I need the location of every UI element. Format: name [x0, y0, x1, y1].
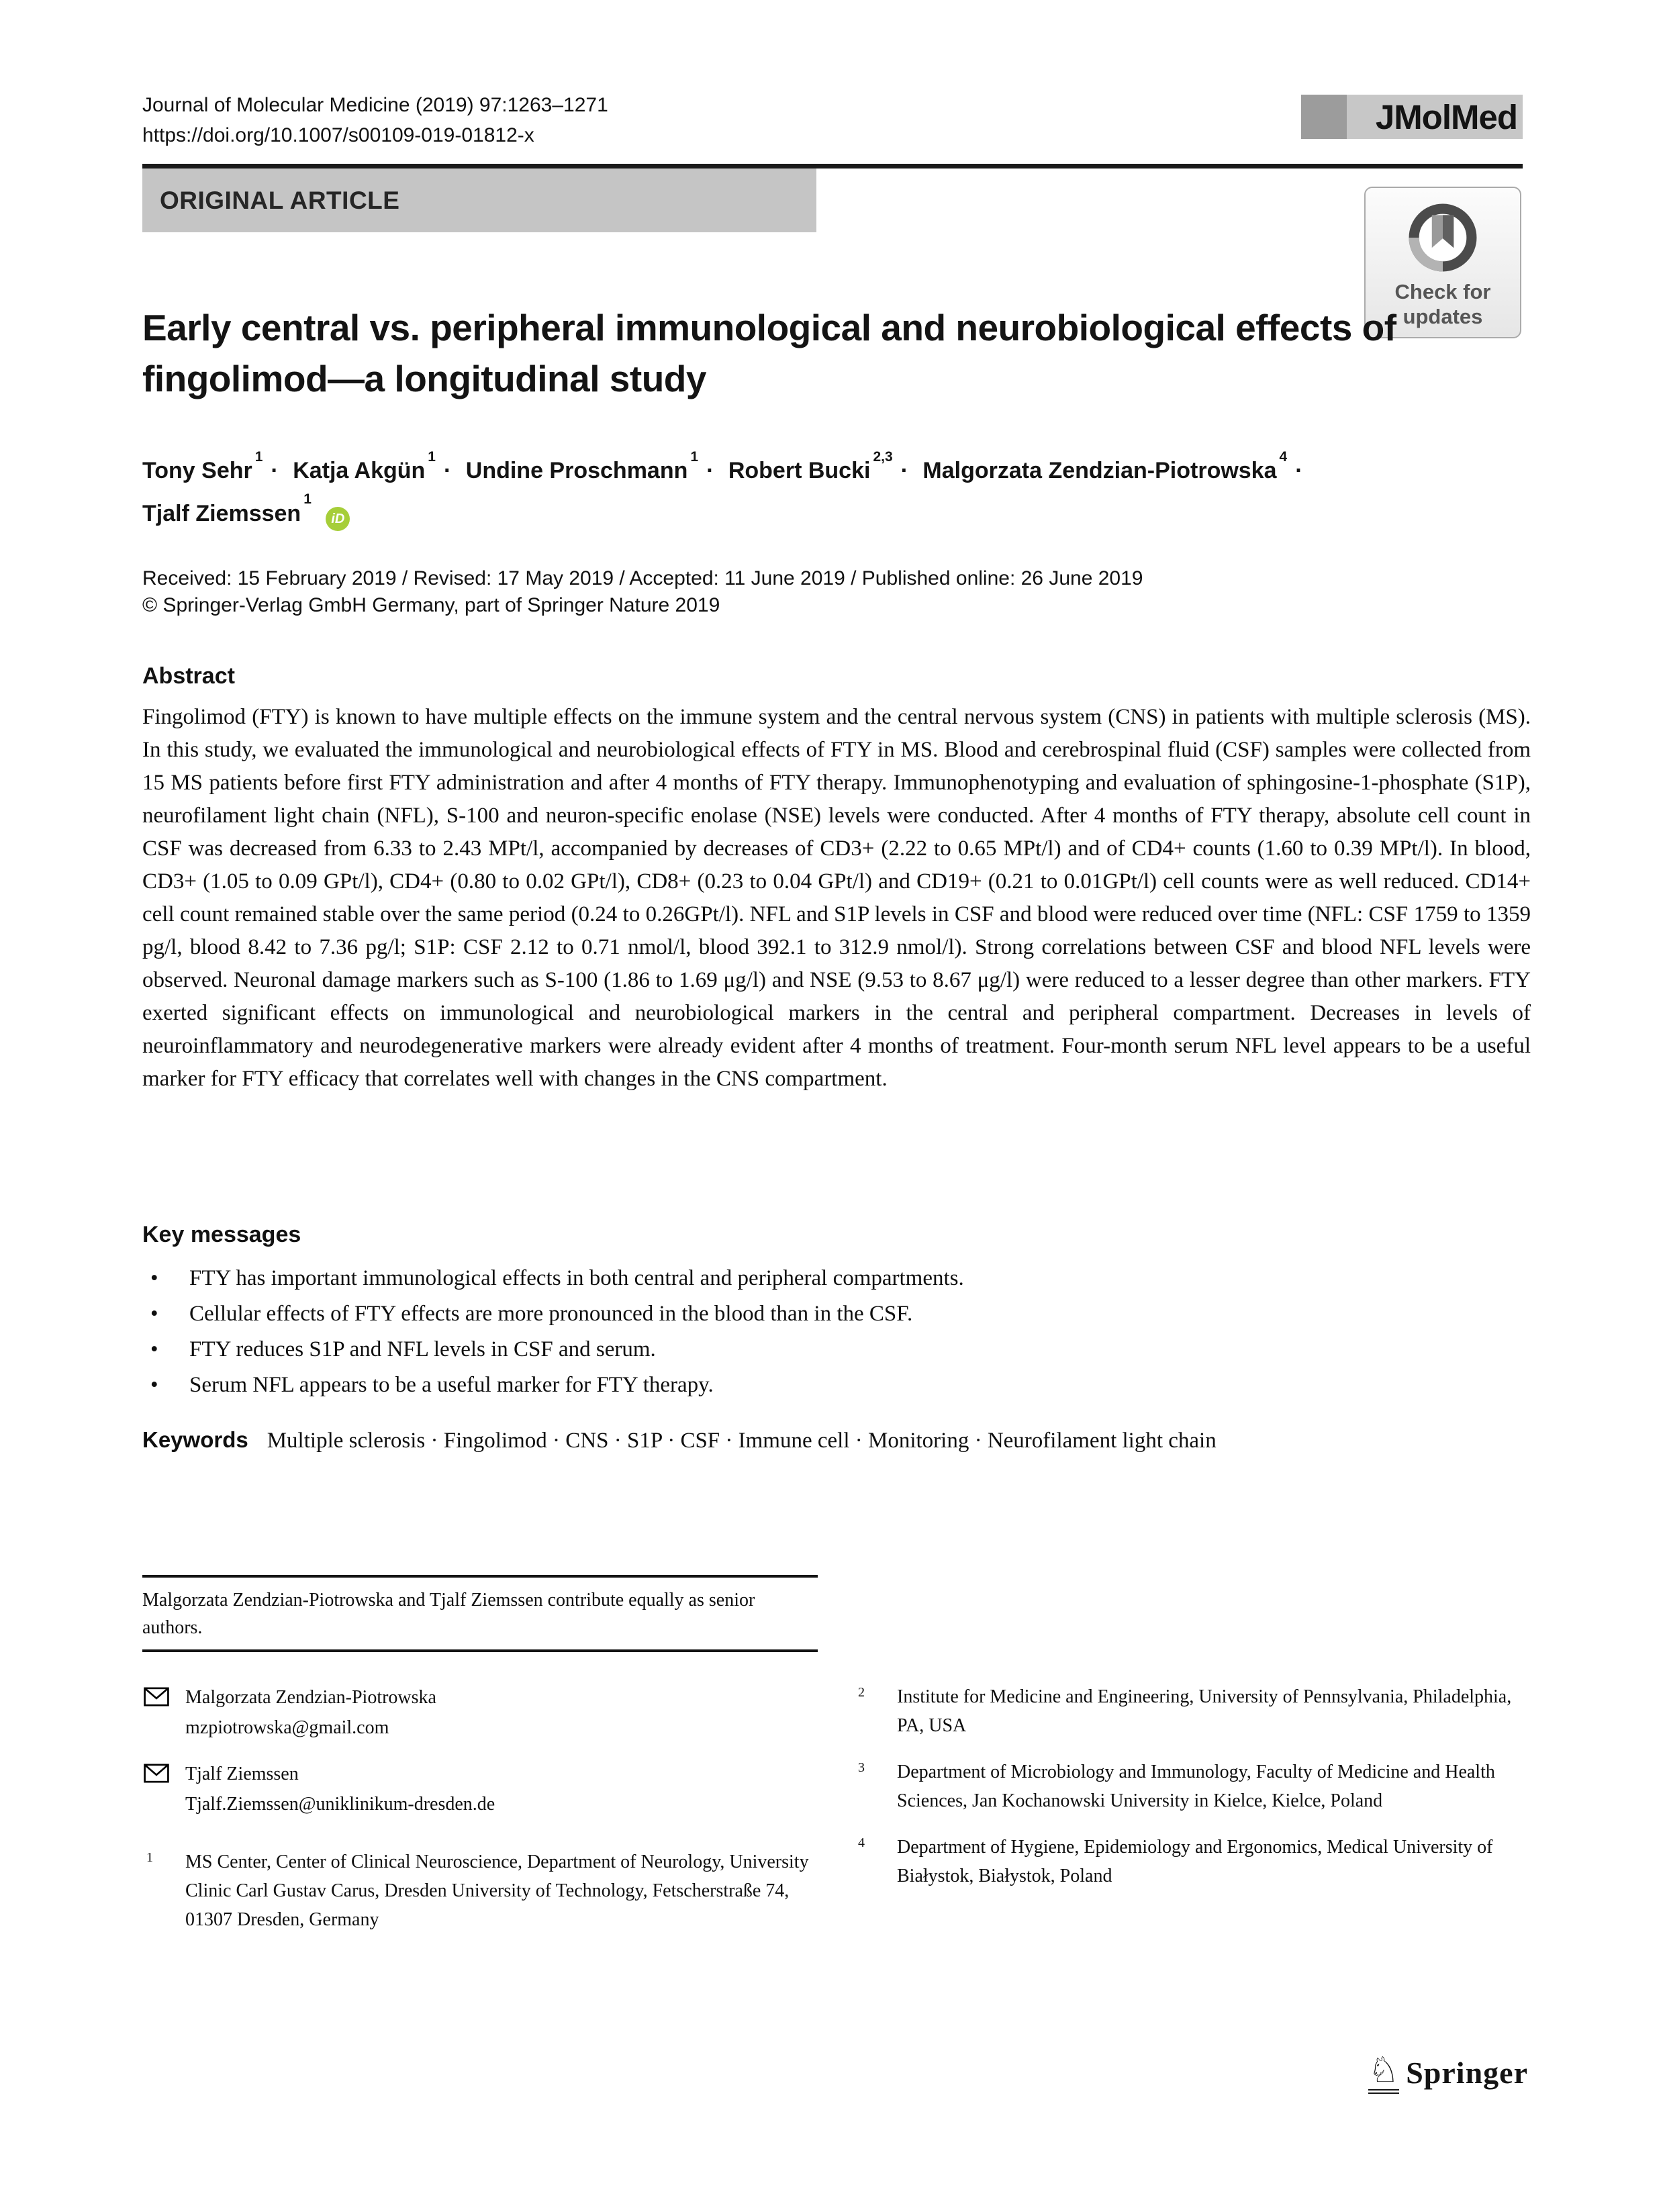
author [465, 449, 699, 484]
bullet-marker: • [150, 1337, 158, 1361]
journal-header [142, 90, 608, 150]
author-name: Undine Proschmann [465, 458, 688, 484]
affiliation-number: 4 [858, 1835, 865, 1850]
author-affiliation-marker: 1 [303, 491, 312, 508]
springer-knight-icon: ♘ [1368, 2052, 1400, 2094]
footnote-rule-top [142, 1575, 818, 1578]
author-separator: · [900, 458, 908, 484]
author [293, 449, 436, 484]
corresponding-author-name: Tjalf Ziemssen [185, 1764, 299, 1784]
envelope-icon [144, 1764, 169, 1783]
crossmark-icon [1404, 199, 1482, 277]
header-rule [142, 164, 1523, 169]
list-item [142, 1332, 1531, 1367]
article-type-band [142, 169, 816, 232]
affiliation-text: Department of Hygiene, Epidemiology and Ergonomics, Medical University of Białystok, Białystok, Poland [897, 1837, 1493, 1886]
keywords-line [142, 1427, 1531, 1453]
author-name: Malgorzata Zendzian-Piotrowska [922, 458, 1277, 484]
author-affiliation-marker: 1 [254, 449, 263, 465]
orcid-icon[interactable]: iD [326, 507, 350, 531]
journal-citation: Journal of Molecular Medicine (2019) 97:1263–1271 [142, 94, 608, 116]
key-messages-list [142, 1261, 1531, 1403]
envelope-icon [144, 1687, 169, 1706]
footer-left-column [142, 1682, 818, 1952]
journal-logo-text: JMolMed [1347, 95, 1523, 139]
journal-logo [1301, 95, 1523, 139]
page-title: Early central vs. peripheral immunological and neurobiological effects of fingolimod—a longitudinal study [142, 307, 1396, 399]
list-item [142, 1296, 1531, 1332]
corresponding-author-email[interactable]: Tjalf.Ziemssen@uniklinikum-dresden.de [185, 1794, 495, 1815]
affiliation-number: 1 [146, 1850, 153, 1865]
list-item [142, 1261, 1531, 1296]
author-affiliation-marker: 1 [428, 449, 436, 465]
bullet-marker: • [150, 1266, 158, 1290]
footnote-text: Malgorzata Zendzian-Piotrowska and Tjalf Ziemssen contribute equally as senior authors. [142, 1590, 755, 1638]
author-affiliation-marker: 4 [1279, 449, 1288, 465]
corresponding-author [142, 1682, 818, 1743]
author-name: Tony Sehr [142, 458, 252, 484]
author-name: Tjalf Ziemssen [142, 500, 301, 526]
author-separator: · [1295, 458, 1303, 484]
affiliation-text: Institute for Medicine and Engineering, University of Pennsylvania, Philadelphia, PA, USA [897, 1686, 1512, 1736]
key-message-text: FTY reduces S1P and NFL levels in CSF and serum. [189, 1337, 656, 1361]
check-for-updates-label: Check for updates [1394, 280, 1491, 328]
author [142, 449, 263, 484]
corresponding-author [142, 1759, 818, 1819]
key-messages-heading: Key messages [142, 1222, 301, 1247]
author-separator: · [443, 458, 452, 484]
keywords-label: Keywords [142, 1427, 248, 1452]
history-dates: Received: 15 February 2019 / Revised: 17 May 2019 / Accepted: 11 June 2019 / Published online: 26 June 2019 [142, 567, 1143, 589]
footer-right-column [854, 1682, 1531, 1908]
affiliation-number: 2 [858, 1685, 865, 1700]
abstract-heading: Abstract [142, 663, 235, 689]
key-message-text: Cellular effects of FTY effects are more pronounced in the blood than in the CSF. [189, 1302, 913, 1326]
bullet-marker: • [150, 1302, 158, 1326]
affiliation [854, 1682, 1531, 1740]
author-name: Robert Bucki [728, 458, 871, 484]
article-type-label: ORIGINAL ARTICLE [160, 186, 400, 214]
author-separator: · [706, 458, 714, 484]
journal-logo-square [1301, 95, 1347, 139]
author [728, 449, 893, 484]
author-separator: · [271, 458, 279, 484]
corresponding-author-email[interactable]: mzpiotrowska@gmail.com [185, 1717, 389, 1738]
key-message-text: Serum NFL appears to be a useful marker for FTY therapy. [189, 1373, 714, 1397]
affiliation-text: MS Center, Center of Clinical Neuroscience, Department of Neurology, University Clinic Carl Gustav Carus, Dresden University of Technology, Fetscherstraße 74, 01307 Dresden, Germany [185, 1852, 809, 1930]
author-affiliation-marker: 1 [690, 449, 699, 465]
footnote-block [142, 1575, 818, 1652]
keywords-text: Multiple sclerosis · Fingolimod · CNS · S1P · CSF · Immune cell · Monitoring · Neurofilament light chain [267, 1429, 1217, 1453]
author-name: Katja Akgün [293, 458, 426, 484]
bullet-marker: • [150, 1373, 158, 1397]
publisher-name: Springer [1406, 2056, 1528, 2090]
doi-link[interactable]: https://doi.org/10.1007/s00109-019-01812-x [142, 124, 534, 146]
affiliation [142, 1847, 818, 1934]
footnote-rule-bottom [142, 1649, 818, 1652]
affiliation [854, 1833, 1531, 1890]
author [142, 491, 312, 526]
abstract-text: Fingolimod (FTY) is known to have multiple effects on the immune system and the central nervous system (CNS) in patients with multiple sclerosis (MS). In this study, we evaluated the immunological and neurobiological effects of FTY in MS. Blood and cerebrospinal fluid (CSF) samples were collected from 15 MS patients before first FTY administration and after 4 months of FTY therapy. Immunophenotyping and evaluation of sphingosine-1-phosphate (S1P), neurofilament light chain (NFL), S-100 and neuron-specific enolase (NSE) levels were conducted. After 4 months of FTY therapy, absolute cell count in CSF was decreased from 6.33 to 2.43 MPt/l, accompanied by decreases of CD3+ (2.22 to 0.65 MPt/l) and of CD4+ counts (1.60 to 0.39 MPt/l). In blood, CD3+ (1.05 to 0.09 GPt/l), CD4+ (0.80 to 0.02 GPt/l), CD8+ (0.23 to 0.04 GPt/l) and CD19+ (0.21 to 0.01GPt/l) cell counts were as well reduced. CD14+ cell count remained stable over the same period (0.24 to 0.26GPt/l). NFL and S1P levels in CSF and blood were reduced over time (NFL: CSF 1759 to 1359 pg/l, blood 8.42 to 7.36 pg/l; S1P: CSF 2.12 to 0.71 nmol/l, blood 392.1 to 312.9 nmol/l). Strong correlations between CSF and blood NFL levels were observed. Neuronal damage markers such as S-100 (1.86 to 1.69 μg/l) and NSE (9.53 to 8.67 μg/l) were reduced to a lesser degree than other markers. FTY exerted significant effects on immunological and neurobiological markers in the central and peripheral compartment. Decreases in levels of neuroinflammatory and neurodegenerative markers were already evident after 4 months of treatment. Four-month serum NFL level appears to be a useful marker for FTY efficacy that correlates well with changes in the CNS compartment. [142, 705, 1531, 1091]
copyright-line: © Springer-Verlag GmbH Germany, part of Springer Nature 2019 [142, 594, 720, 616]
author-list [142, 447, 1478, 532]
affiliation-number: 3 [858, 1760, 865, 1775]
article-history [142, 565, 1143, 619]
author-affiliation-marker: 2,3 [873, 449, 893, 465]
footer-columns [142, 1682, 1531, 1952]
list-item [142, 1367, 1531, 1403]
affiliation [854, 1758, 1531, 1815]
author [922, 449, 1288, 484]
corresponding-author-name: Malgorzata Zendzian-Piotrowska [185, 1687, 436, 1708]
publisher-logo [1368, 2052, 1528, 2094]
affiliation-text: Department of Microbiology and Immunology, Faculty of Medicine and Health Sciences, Jan Kochanowski University in Kielce, Kielce, Poland [897, 1762, 1495, 1811]
key-message-text: FTY has important immunological effects in both central and peripheral compartments. [189, 1266, 964, 1290]
